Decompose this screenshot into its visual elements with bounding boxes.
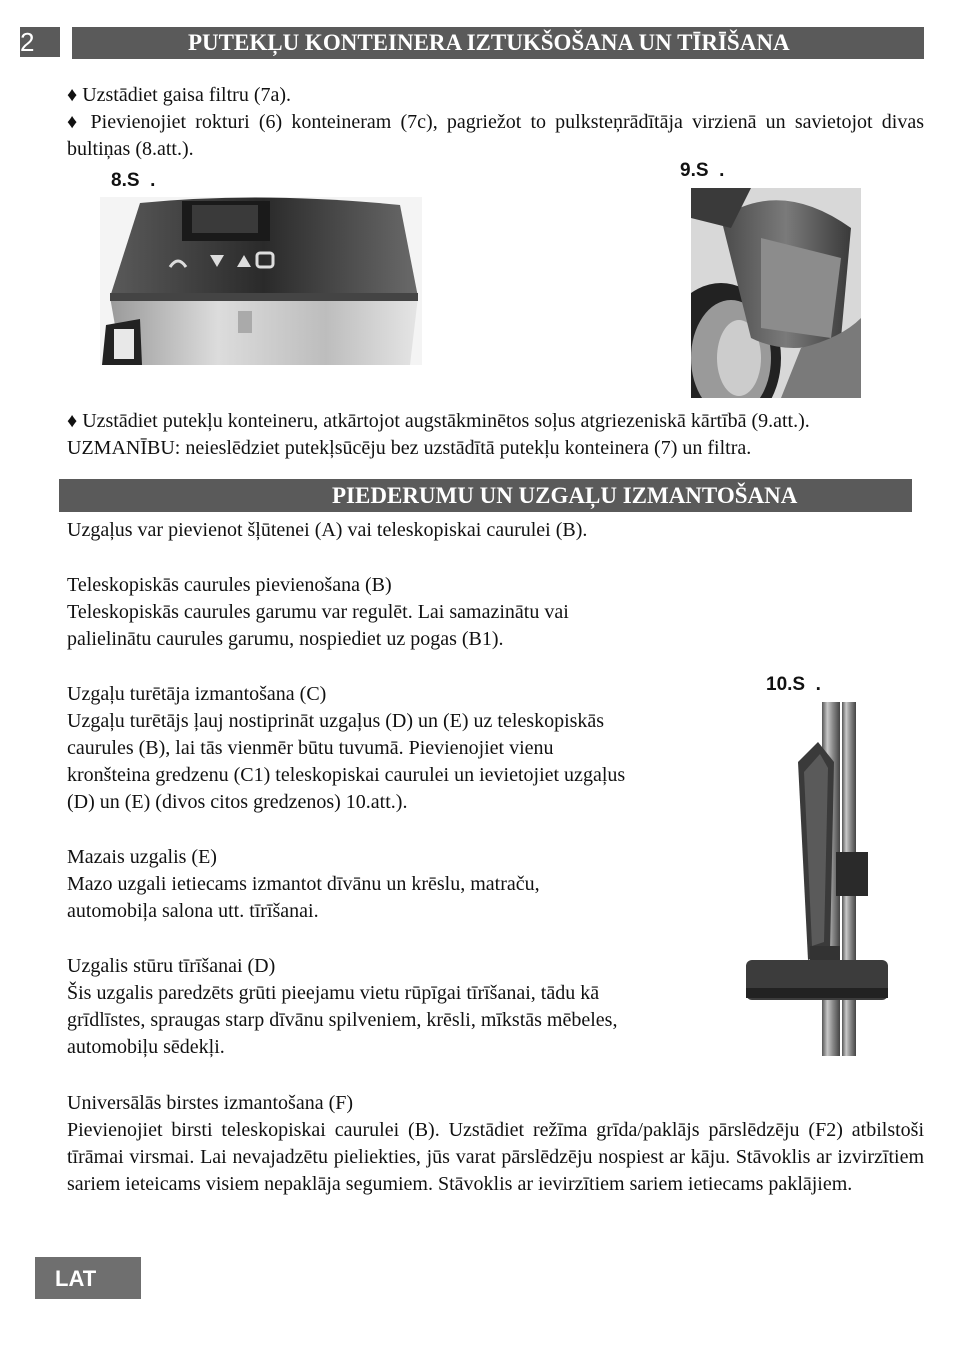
page-number: 2 — [20, 27, 60, 57]
figure-10-label: 10.S . — [766, 674, 821, 695]
figure-8-photo — [100, 197, 422, 365]
holder-heading: Uzgaļu turētāja izmantošana (C) — [67, 683, 327, 705]
tube-heading: Teleskopiskās caurules pievienošana (B) — [67, 574, 392, 596]
small-nozzle-text-line: Mazo uzgali ietiecams izmantot dīvānu un krēslu, matraču, — [67, 873, 540, 895]
language-badge: LAT — [35, 1257, 141, 1299]
holder-text-line: kronšteina gredzenu (C1) teleskopiskai caurulei un ievietojiet uzgaļus — [67, 764, 626, 786]
warning-text: UZMANĪBU: neieslēdziet putekļsūcēju bez uzstādītā putekļu konteinera (7) un filtra. — [67, 437, 752, 459]
corner-nozzle-text-line: Šis uzgalis paredzēts grūti pieejamu vietu rūpīgai tīrīšanai, tādu kā — [67, 982, 600, 1004]
bullet-install-container: ♦ Uzstādiet putekļu konteineru, atkārtojot augstākminētos soļus atgriezeniskā kārtībā (9.att.). — [67, 410, 810, 432]
bullet-attach-handle: ♦ Pievienojiet rokturi (6) konteineram (7c), pagriežot to pulksteņrādītāja virzienā un savietojot divas bultiņas (8.att.). — [67, 111, 924, 160]
small-nozzle-text-line: automobiļa salona utt. tīrīšanai. — [67, 900, 319, 922]
holder-text-line: (D) un (E) (divos citos gredzenos) 10.att.). — [67, 791, 408, 813]
corner-nozzle-text-line: automobiļu sēdekļi. — [67, 1036, 225, 1058]
section-title-dust-container: PUTEKĻU KONTEINERA IZTUKŠOŠANA UN TĪRĪŠANA — [72, 27, 924, 59]
holder-text-line: caurules (B), lai tās vienmēr būtu tuvumā. Pievienojiet vienu — [67, 737, 554, 759]
brush-text: Pievienojiet birsti teleskopiskai caurulei (B). Uzstādiet režīma grīda/paklājs pārslēdzēju (F2) atbilstoši tīrāmai virsmai. Lai nevajadzētu pieliekties, jūs varat pārslēdzēju nospiest ar kāju. Stāvoklis ar izvirzītiem sariem ieteicams visiem nepaklāja segumiem. Stāvoklis ar ievirzītiem sariem ietiecams paklājiem. — [67, 1119, 924, 1195]
tube-text-line: Teleskopiskās caurules garumu var regulēt. Lai samazinātu vai — [67, 601, 569, 623]
figure-9-label: 9.S . — [680, 160, 725, 181]
holder-text-line: Uzgaļu turētājs ļauj nostiprināt uzgaļus (D) un (E) uz teleskopiskās — [67, 710, 605, 732]
brush-heading: Universālās birstes izmantošana (F) — [67, 1092, 354, 1114]
corner-nozzle-heading: Uzgalis stūru tīrīšanai (D) — [67, 955, 276, 977]
figure-8-label: 8.S . — [111, 170, 156, 191]
small-nozzle-heading: Mazais uzgalis (E) — [67, 846, 217, 868]
corner-nozzle-text-line: grīdlīstes, spraugas starp dīvānu spilveniem, krēsli, mīkstās mēbeles, — [67, 1009, 618, 1031]
section-title-accessories: PIEDERUMU UN UZGAĻU IZMANTOŠANA — [59, 479, 912, 512]
figure-9-photo — [691, 188, 861, 398]
figure-10-photo — [738, 702, 892, 1056]
accessories-intro: Uzgaļus var pievienot šļūtenei (A) vai teleskopiskai caurulei (B). — [67, 519, 588, 541]
tube-text-line: palielinātu caurules garumu, nospiediet uz pogas (B1). — [67, 628, 504, 650]
bullet-air-filter: ♦ Uzstādiet gaisa filtru (7a). — [67, 84, 292, 106]
